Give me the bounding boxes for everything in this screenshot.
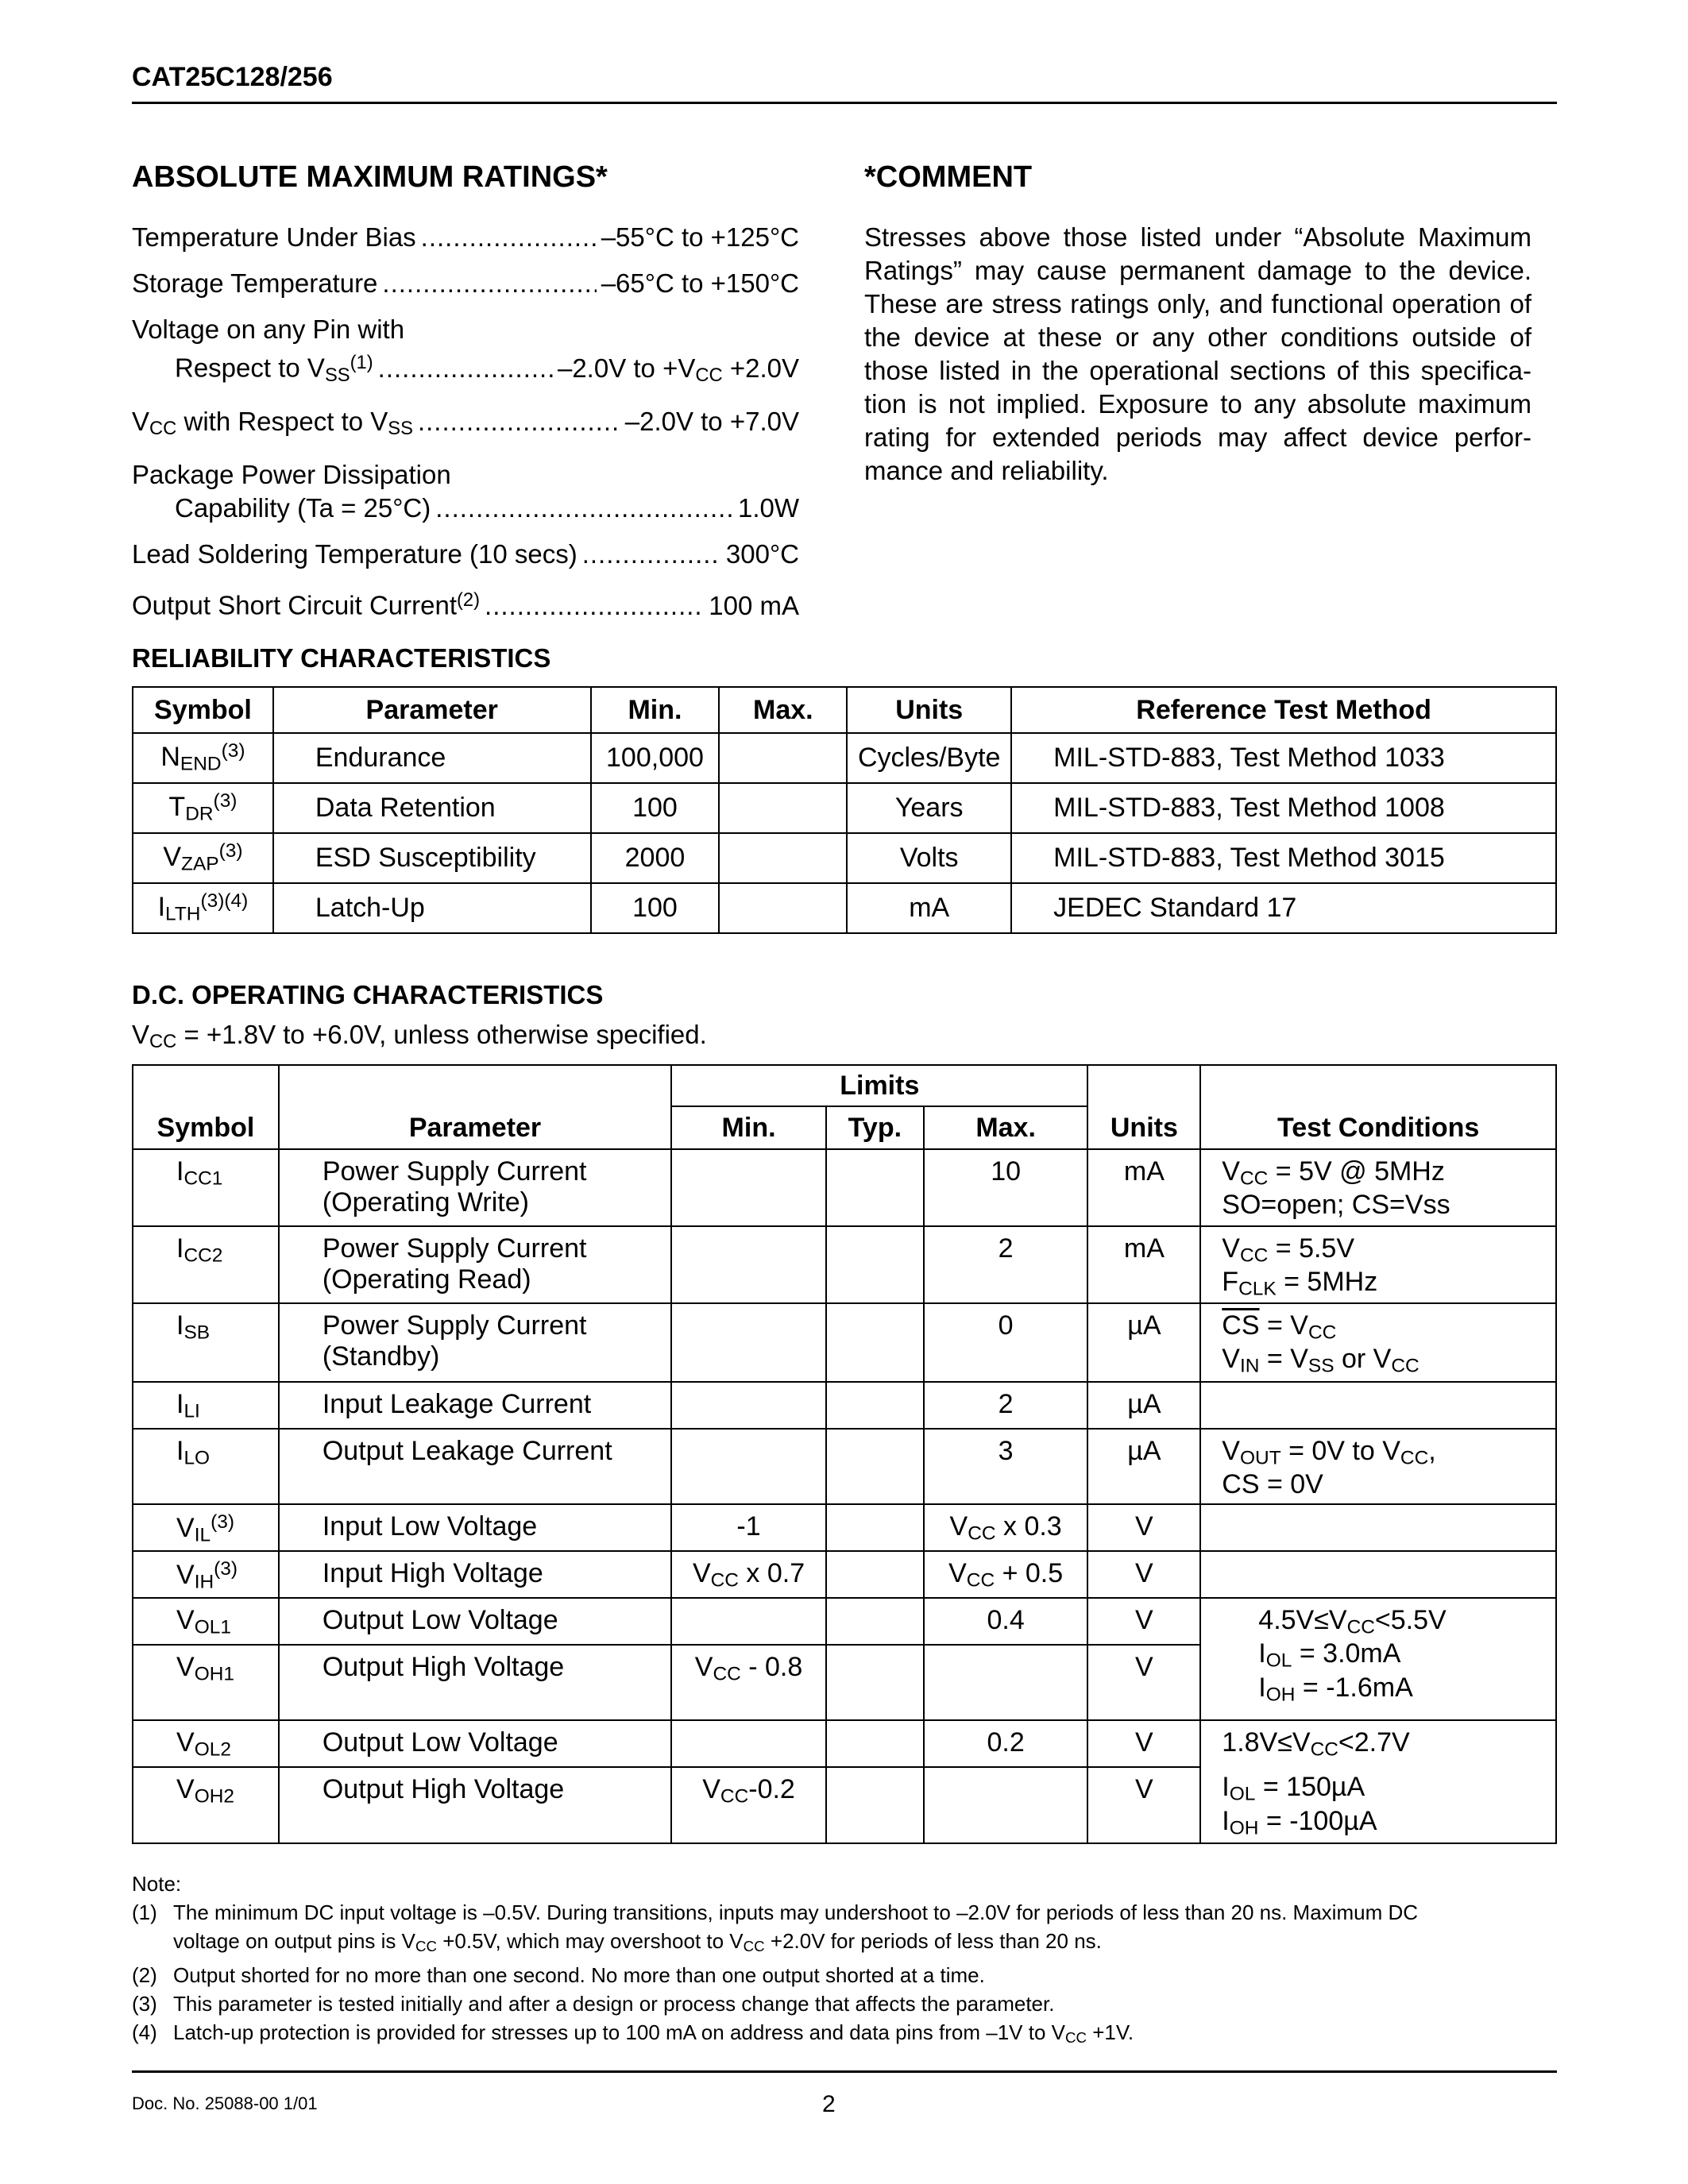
note-1: (1) The minimum DC input voltage is –0.5V. During transitions, inputs may undershoot to –2.0V for periods of less than 20 ns. Maximum DC voltage on output pins is $V_{CC} +0.5V$, which may overshoot to $V_{CC} +2.0V$ for periods of less than 20 ns. bbox=[132, 1900, 1419, 1955]
parameter-cell: Output Leakage Current bbox=[279, 1429, 671, 1504]
units-cell: V bbox=[1087, 1720, 1200, 1767]
symbol-cell: $I_{CC1}$ bbox=[133, 1149, 279, 1226]
page-number: 2 bbox=[822, 2091, 836, 2117]
units-cell: µA bbox=[1087, 1382, 1200, 1429]
table-row bbox=[133, 1226, 1556, 1303]
col-conditions: Test Conditions bbox=[1200, 1065, 1556, 1149]
conditions-cell: $4.5V\le V_{CC}<5.5V$ $I_{OL} = 3.0mA$ $I_{OH} = -1.6mA$ bbox=[1200, 1598, 1556, 1720]
units-cell: µA bbox=[1087, 1429, 1200, 1504]
amr-lead-soldering: Lead Soldering Temperature (10 secs) ..... 300°C bbox=[132, 538, 799, 571]
table-row bbox=[133, 1429, 1556, 1504]
col-max: Max. bbox=[719, 687, 847, 733]
max-cell: 0.2 bbox=[924, 1720, 1088, 1767]
units-cell: V bbox=[1087, 1551, 1200, 1598]
header-divider bbox=[132, 102, 1557, 104]
dc-header-row-1 bbox=[133, 1065, 1556, 1106]
parameter-cell: Power Supply Current (Standby) bbox=[279, 1303, 671, 1382]
table-row bbox=[133, 783, 1556, 833]
amr-voltage-pin: Voltage on any Pin with Respect to $V_{SS}^{(1)}$ ..... –2.0V to $+V_{CC} +2.0V$ bbox=[132, 313, 799, 392]
col-max: Max. bbox=[924, 1106, 1088, 1149]
units-cell: mA bbox=[1087, 1226, 1200, 1303]
typ-cell bbox=[826, 1382, 924, 1429]
parameter-cell: Output High Voltage bbox=[279, 1767, 671, 1843]
conditions-cell: $V_{CC} = 5.5V$ $F_{CLK} = 5MHz$ bbox=[1200, 1226, 1556, 1303]
conditions-cell bbox=[1200, 1504, 1556, 1551]
units-cell: V bbox=[1087, 1645, 1200, 1720]
parameter-cell: Input Low Voltage bbox=[279, 1504, 671, 1551]
conditions-cell: $V_{CC} = 5V$ @ 5MHz SO=open; CS=Vss bbox=[1200, 1149, 1556, 1226]
typ-cell bbox=[826, 1767, 924, 1843]
typ-cell bbox=[826, 1720, 924, 1767]
typ-cell bbox=[826, 1149, 924, 1226]
symbol-cell: $N_{END}^{(3)}$ bbox=[133, 733, 273, 783]
reliability-table bbox=[132, 686, 1557, 934]
min-cell: $V_{CC} - 0.8$ bbox=[671, 1645, 826, 1720]
min-cell bbox=[671, 1303, 826, 1382]
amr-output-short: Output Short Circuit Current$^{(2)}$ ..... 100 mA bbox=[132, 584, 799, 623]
typ-cell bbox=[826, 1429, 924, 1504]
amr-vcc-vss: $V_{CC}$ with Respect to $V_{SS}$ ..... –2.0V to +7.0V bbox=[132, 405, 799, 446]
typ-cell bbox=[826, 1504, 924, 1551]
amr-temp-bias: Temperature Under Bias ..... –55°C to +125°C bbox=[132, 221, 799, 254]
max-cell: 0.4 bbox=[924, 1598, 1088, 1645]
units-cell: Volts bbox=[847, 833, 1011, 883]
amr-storage-temp: Storage Temperature ..... –65°C to +150°C bbox=[132, 267, 799, 300]
max-cell: 0 bbox=[924, 1303, 1088, 1382]
parameter-cell: Power Supply Current (Operating Write) bbox=[279, 1149, 671, 1226]
typ-cell bbox=[826, 1598, 924, 1645]
min-cell bbox=[671, 1226, 826, 1303]
max-cell bbox=[924, 1645, 1088, 1720]
max-cell bbox=[719, 883, 847, 933]
col-units: Units bbox=[1087, 1065, 1200, 1149]
conditions-cell bbox=[1200, 1551, 1556, 1598]
table-row bbox=[133, 1303, 1556, 1382]
table-row bbox=[133, 1149, 1556, 1226]
symbol-cell: $I_{LO}$ bbox=[133, 1429, 279, 1504]
table-row bbox=[133, 1551, 1556, 1598]
min-cell: $V_{CC}$ x 0.7 bbox=[671, 1551, 826, 1598]
table-row bbox=[133, 1504, 1556, 1551]
units-cell: V bbox=[1087, 1598, 1200, 1645]
col-symbol: Symbol bbox=[133, 687, 273, 733]
parameter-cell: Power Supply Current (Operating Read) bbox=[279, 1226, 671, 1303]
min-cell bbox=[671, 1720, 826, 1767]
min-cell bbox=[671, 1598, 826, 1645]
min-cell: 100 bbox=[591, 783, 720, 833]
typ-cell bbox=[826, 1303, 924, 1382]
symbol-cell: $I_{LTH}^{(3)(4)}$ bbox=[133, 883, 273, 933]
parameter-cell: Output Low Voltage bbox=[279, 1720, 671, 1767]
parameter-cell: ESD Susceptibility bbox=[273, 833, 591, 883]
method-cell: JEDEC Standard 17 bbox=[1011, 883, 1556, 933]
method-cell: MIL-STD-883, Test Method 1008 bbox=[1011, 783, 1556, 833]
units-cell: V bbox=[1087, 1504, 1200, 1551]
table-row bbox=[133, 1598, 1556, 1645]
units-cell: mA bbox=[847, 883, 1011, 933]
min-cell: -1 bbox=[671, 1504, 826, 1551]
max-cell: 3 bbox=[924, 1429, 1088, 1504]
col-parameter: Parameter bbox=[273, 687, 591, 733]
page-header-title: CAT25C128/256 bbox=[132, 62, 333, 92]
col-min: Min. bbox=[671, 1106, 826, 1149]
dc-table bbox=[132, 1064, 1557, 1844]
table-row bbox=[133, 1720, 1556, 1767]
symbol-cell: $V_{OL2}$ bbox=[133, 1720, 279, 1767]
parameter-cell: Output Low Voltage bbox=[279, 1598, 671, 1645]
max-cell: 2 bbox=[924, 1226, 1088, 1303]
typ-cell bbox=[826, 1551, 924, 1598]
max-cell: 10 bbox=[924, 1149, 1088, 1226]
symbol-cell: $T_{DR}^{(3)}$ bbox=[133, 783, 273, 833]
dc-subtitle: $V_{CC} = +1.8V$ to +6.0V, unless otherwise specified. bbox=[132, 1020, 707, 1053]
parameter-cell: Output High Voltage bbox=[279, 1645, 671, 1720]
parameter-cell: Latch-Up bbox=[273, 883, 591, 933]
typ-cell bbox=[826, 1645, 924, 1720]
reliability-header-row bbox=[133, 687, 1556, 733]
col-symbol: Symbol bbox=[133, 1065, 279, 1149]
symbol-cell: $V_{IH}^{(3)}$ bbox=[133, 1551, 279, 1598]
symbol-cell: $I_{LI}$ bbox=[133, 1382, 279, 1429]
footer-divider bbox=[132, 2070, 1557, 2073]
col-typ: Typ. bbox=[826, 1106, 924, 1149]
symbol-cell: $V_{OH2}$ bbox=[133, 1767, 279, 1843]
note-2: (2) Output shorted for no more than one second. No more than one output shorted at a time. bbox=[132, 1963, 985, 1988]
col-units: Units bbox=[847, 687, 1011, 733]
max-cell bbox=[719, 733, 847, 783]
conditions-cell: $\overline{CS} = V_{CC}$ $V_{IN} = V_{SS}$ or $V_{CC}$ bbox=[1200, 1303, 1556, 1382]
parameter-cell: Input High Voltage bbox=[279, 1551, 671, 1598]
comment-text: Stresses above those listed under “Absolute Maximum Ratings” may cause permanent damage to the device. These are stress ratings only, and functional operation of the device at these or any other conditions outside of those listed in the operational sections of this specifica-tion is not implied. Exposure to any absolute maximum rating for extended periods may affect device perfor-mance and reliability. bbox=[864, 222, 1532, 485]
parameter-cell: Data Retention bbox=[273, 783, 591, 833]
amr-title: ABSOLUTE MAXIMUM RATINGS* bbox=[132, 160, 608, 194]
units-cell: mA bbox=[1087, 1149, 1200, 1226]
col-limits: Limits bbox=[671, 1065, 1087, 1106]
min-cell bbox=[671, 1382, 826, 1429]
parameter-cell: Endurance bbox=[273, 733, 591, 783]
reliability-title: RELIABILITY CHARACTERISTICS bbox=[132, 643, 551, 673]
amr-list bbox=[132, 221, 799, 635]
min-cell: 100,000 bbox=[591, 733, 720, 783]
comment-title: *COMMENT bbox=[864, 160, 1033, 194]
table-row bbox=[133, 833, 1556, 883]
col-parameter: Parameter bbox=[279, 1065, 671, 1149]
max-cell: 2 bbox=[924, 1382, 1088, 1429]
symbol-cell: $I_{CC2}$ bbox=[133, 1226, 279, 1303]
dc-title: D.C. OPERATING CHARACTERISTICS bbox=[132, 980, 604, 1009]
symbol-cell: $V_{ZAP}^{(3)}$ bbox=[133, 833, 273, 883]
notes-section bbox=[132, 1870, 1562, 2052]
doc-number: Doc. No. 25088-00 1/01 bbox=[132, 2093, 318, 2113]
table-row bbox=[133, 733, 1556, 783]
symbol-cell: $V_{IL}^{(3)}$ bbox=[133, 1504, 279, 1551]
parameter-cell: Input Leakage Current bbox=[279, 1382, 671, 1429]
conditions-cell: $1.8V\le V_{CC}<2.7V$ $I_{OL} = 150\mu A$ $I_{OH} = -100\mu A$ bbox=[1200, 1720, 1556, 1843]
min-cell: 100 bbox=[591, 883, 720, 933]
max-cell bbox=[719, 783, 847, 833]
units-cell: µA bbox=[1087, 1303, 1200, 1382]
units-cell: Years bbox=[847, 783, 1011, 833]
note-3: (3) This parameter is tested initially and after a design or process change that affects the parameter. bbox=[132, 1992, 1055, 2016]
units-cell: Cycles/Byte bbox=[847, 733, 1011, 783]
min-cell bbox=[671, 1149, 826, 1226]
amr-package-power: Package Power Dissipation Capability (Ta = 25°C) ..... 1.0W bbox=[132, 458, 799, 525]
max-cell: $V_{CC} + 0.5$ bbox=[924, 1551, 1088, 1598]
min-cell: $V_{CC}-0.2$ bbox=[671, 1767, 826, 1843]
table-row bbox=[133, 883, 1556, 933]
max-cell: $V_{CC}$ x 0.3 bbox=[924, 1504, 1088, 1551]
method-cell: MIL-STD-883, Test Method 1033 bbox=[1011, 733, 1556, 783]
col-method: Reference Test Method bbox=[1011, 687, 1556, 733]
symbol-cell: $V_{OH1}$ bbox=[133, 1645, 279, 1720]
max-cell bbox=[719, 833, 847, 883]
method-cell: MIL-STD-883, Test Method 3015 bbox=[1011, 833, 1556, 883]
col-min: Min. bbox=[591, 687, 720, 733]
note-4: (4) Latch-up protection is provided for stresses up to 100 mA on address and data pins from –1V to $V_{CC} +1V$. bbox=[132, 2020, 1134, 2047]
table-row bbox=[133, 1382, 1556, 1429]
min-cell bbox=[671, 1429, 826, 1504]
conditions-cell: $V_{OUT} = 0V$ to $V_{CC}$, CS = 0V bbox=[1200, 1429, 1556, 1504]
symbol-cell: $V_{OL1}$ bbox=[133, 1598, 279, 1645]
symbol-cell: $I_{SB}$ bbox=[133, 1303, 279, 1382]
conditions-cell bbox=[1200, 1382, 1556, 1429]
typ-cell bbox=[826, 1226, 924, 1303]
max-cell bbox=[924, 1767, 1088, 1843]
min-cell: 2000 bbox=[591, 833, 720, 883]
notes-title: Note: bbox=[132, 1872, 182, 1896]
units-cell: V bbox=[1087, 1767, 1200, 1843]
